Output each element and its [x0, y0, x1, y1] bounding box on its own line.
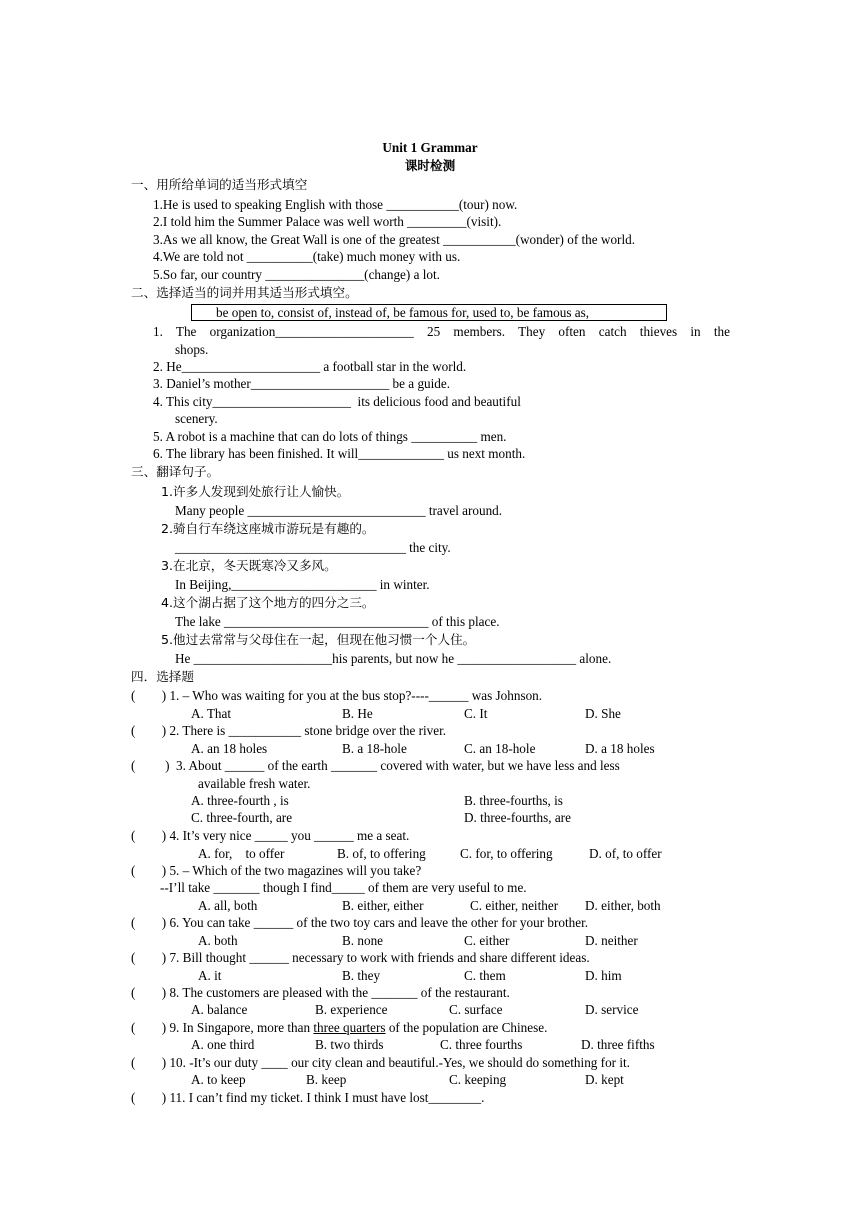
mc-q10-option-a: A. to keep [191, 1072, 246, 1087]
mc-q6-option-a: A. both [198, 933, 238, 948]
mc-q5-option-d: D. either, both [585, 898, 661, 913]
section3-q5-chinese: 5.他过去常常与父母住在一起，但现在他习惯一个人住。 [161, 632, 476, 647]
section3-q2-english: ___________________________________ the city. [175, 540, 451, 555]
mc-q4-option-c: C. for, to offering [460, 846, 553, 861]
word-box [191, 304, 667, 321]
mc-question-4: ( ) 4. It’s very nice _____ you ______ me a seat. [131, 828, 410, 843]
mc-question-3-cont: available fresh water. [198, 776, 311, 791]
mc-q1-option-d: D. She [585, 706, 621, 721]
mc-q8-option-b: B. experience [315, 1002, 388, 1017]
mc-q10-option-b: B. keep [306, 1072, 347, 1087]
mc-q3-option-a: A. three-fourth , is [191, 793, 289, 808]
section1-item-1: 1.He is used to speaking English with those ___________(tour) now. [153, 197, 518, 212]
section2-item-2: 2. He_____________________ a football star in the world. [153, 359, 467, 374]
section2-item-5: 5. A robot is a machine that can do lots of things __________ men. [153, 429, 507, 444]
mc-q9-option-d: D. three fifths [581, 1037, 655, 1052]
section2-item-1-cont: shops. [175, 342, 209, 357]
mc-q3-option-b: B. three-fourths, is [464, 793, 563, 808]
page-subtitle: 课时检测 [404, 158, 456, 173]
mc-question-5: ( ) 5. – Which of the two magazines will you take? [131, 863, 422, 878]
section3-q1-chinese: 1.许多人发现到处旅行让人愉快。 [161, 484, 350, 499]
mc-q10-option-d: D. kept [585, 1072, 624, 1087]
section2-item-4: 4. This city_____________________ its delicious food and beautiful [153, 394, 521, 409]
section3-q5-english: He _____________________his parents, but now he __________________ alone. [175, 651, 612, 666]
mc-q9-option-c: C. three fourths [440, 1037, 523, 1052]
page-title: Unit 1 Grammar [382, 140, 478, 155]
section2-item-4-cont: scenery. [175, 411, 218, 426]
section1-item-2: 2.I told him the Summer Palace was well worth _________(visit). [153, 214, 502, 229]
mc-q2-option-a: A. an 18 holes [191, 741, 268, 756]
section3-q3-english: In Beijing,______________________ in winter. [175, 577, 430, 592]
mc-question-6: ( ) 6. You can take ______ of the two toy cars and leave the other for your brother. [131, 915, 589, 930]
mc-q9-option-a: A. one third [191, 1037, 255, 1052]
mc-q5-option-c: C. either, neither [470, 898, 559, 913]
mc-question-9-text-end: of the population are Chinese. [385, 1020, 548, 1035]
section2-item-6: 6. The library has been finished. It will_____________ us next month. [153, 446, 526, 461]
section3-heading: 三、翻译句子。 [131, 464, 220, 479]
mc-question-2: ( ) 2. There is ___________ stone bridge over the river. [131, 723, 447, 738]
mc-q4-option-d: D. of, to offer [589, 846, 662, 861]
mc-q8-option-a: A. balance [191, 1002, 248, 1017]
section1-item-4: 4.We are told not __________(take) much money with us. [153, 249, 461, 264]
section3-q2-chinese: 2.骑自行车绕这座城市游玩是有趣的。 [161, 521, 375, 536]
mc-q7-option-b: B. they [342, 968, 381, 983]
mc-q8-option-c: C. surface [449, 1002, 503, 1017]
mc-q3-option-c: C. three-fourth, are [191, 810, 293, 825]
section3-q4-chinese: 4.这个湖占据了这个地方的四分之三。 [161, 595, 375, 610]
mc-q2-option-b: B. a 18-hole [342, 741, 407, 756]
section4-heading: 四．选择题 [131, 669, 194, 684]
mc-q7-option-c: C. them [464, 968, 506, 983]
mc-q9-option-b: B. two thirds [315, 1037, 384, 1052]
section2-heading: 二、选择适当的词并用其适当形式填空。 [131, 285, 358, 300]
mc-q3-option-d: D. three-fourths, are [464, 810, 571, 825]
mc-q5-option-a: A. all, both [198, 898, 258, 913]
section2-item-1: 1. The organization_____________________ 25 members. They often catch thieves in the [153, 324, 730, 339]
mc-q6-option-c: C. either [464, 933, 510, 948]
mc-question-7: ( ) 7. Bill thought ______ necessary to work with friends and share different ideas. [131, 950, 590, 965]
mc-question-11: ( ) 11. I can’t find my ticket. I think I must have lost________. [131, 1090, 485, 1105]
mc-q2-option-d: D. a 18 holes [585, 741, 655, 756]
mc-question-9 [131, 1020, 547, 1036]
mc-q5-option-b: B. either, either [342, 898, 424, 913]
section3-q4-english: The lake _______________________________ of this place. [175, 614, 500, 629]
mc-question-5-cont: --I’ll take _______ though I find_____ of them are very useful to me. [160, 880, 527, 895]
mc-q6-option-b: B. none [342, 933, 384, 948]
section3-q3-chinese: 3.在北京，冬天既寒冷又多风。 [161, 558, 337, 573]
section1-heading: 一、用所给单词的适当形式填空 [131, 177, 308, 192]
mc-q2-option-c: C. an 18-hole [464, 741, 536, 756]
mc-question-1: ( ) 1. – Who was waiting for you at the bus stop?----______ was Johnson. [131, 688, 543, 703]
section2-item-3: 3. Daniel’s mother_____________________ be a guide. [153, 376, 451, 391]
word-box-text: be open to, consist of, instead of, be famous for, used to, be famous as, [216, 305, 590, 320]
mc-q1-option-c: C. It [464, 706, 488, 721]
mc-q4-option-a: A. for, to offer [198, 846, 285, 861]
mc-question-9-underlined: three quarters [313, 1020, 386, 1035]
mc-question-3: ( ) 3. About ______ of the earth _______ covered with water, but we have less and less [131, 758, 620, 773]
section1-item-5: 5.So far, our country _______________(change) a lot. [153, 267, 440, 282]
section3-q1-english: Many people ___________________________ travel around. [175, 503, 503, 518]
mc-q7-option-d: D. him [585, 968, 622, 983]
mc-q4-option-b: B. of, to offering [337, 846, 426, 861]
mc-q7-option-a: A. it [198, 968, 222, 983]
mc-question-10: ( ) 10. -It’s our duty ____ our city clean and beautiful.-Yes, we should do something for it. [131, 1055, 630, 1070]
mc-q1-option-b: B. He [342, 706, 373, 721]
mc-q1-option-a: A. That [191, 706, 232, 721]
mc-q10-option-c: C. keeping [449, 1072, 507, 1087]
mc-q8-option-d: D. service [585, 1002, 639, 1017]
mc-q6-option-d: D. neither [585, 933, 638, 948]
section1-item-3: 3.As we all know, the Great Wall is one of the greatest ___________(wonder) of the world. [153, 232, 635, 247]
mc-question-9-text-start: ( ) 9. In Singapore, more than [131, 1020, 314, 1035]
mc-question-8: ( ) 8. The customers are pleased with the _______ of the restaurant. [131, 985, 510, 1000]
